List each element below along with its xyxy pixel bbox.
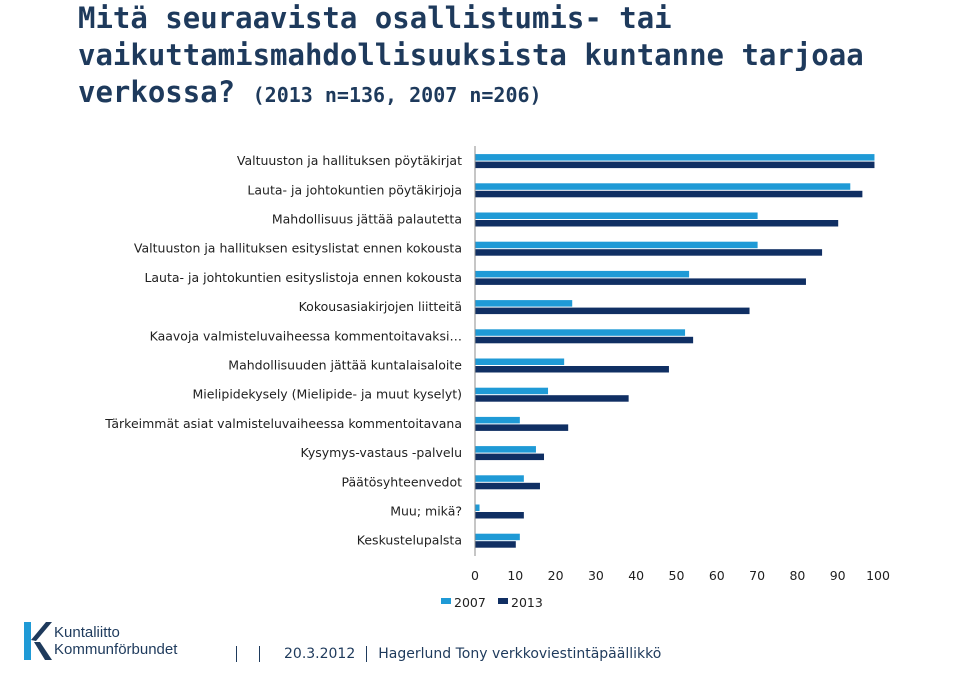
- footer-separator: [236, 646, 237, 662]
- legend-label: 2007: [454, 595, 486, 610]
- category-label: Tärkeimmät asiat valmisteluvaiheessa kommentoitavana: [105, 415, 462, 431]
- category-label: Muu; mikä?: [390, 503, 462, 519]
- x-tick-label: 50: [668, 568, 685, 583]
- legend-swatch-2013: [498, 598, 508, 604]
- category-label: Kokousasiakirjojen liitteitä: [298, 299, 462, 315]
- logo-k-icon: [22, 622, 52, 662]
- bar-2007: [476, 154, 875, 161]
- bar-2007: [476, 446, 536, 453]
- logo-line-1: Kuntaliitto: [54, 624, 120, 641]
- title-sample-size: (2013 n=136, 2007 n=206): [252, 83, 542, 107]
- footer-author: Hagerlund Tony verkkoviestintäpäällikkö: [378, 646, 662, 662]
- bar-2013: [476, 454, 545, 461]
- bar-2013: [476, 483, 540, 490]
- x-tick-label: 40: [628, 568, 645, 583]
- bar-2007: [476, 183, 851, 190]
- bar-2013: [476, 162, 875, 169]
- footer: [236, 644, 661, 664]
- bar-2013: [476, 249, 823, 256]
- category-label: Kysymys-vastaus -palvelu: [300, 445, 462, 461]
- category-label: Valtuuston ja hallituksen esityslistat ennen kokousta: [133, 240, 462, 256]
- category-label: Päätösyhteenvedot: [341, 474, 462, 490]
- footer-separator: [366, 646, 367, 662]
- category-label: Mahdollisuus jättää palautetta: [271, 211, 462, 227]
- x-tick-label: 80: [789, 568, 806, 583]
- x-tick-label: 20: [547, 568, 564, 583]
- bar-2013: [476, 308, 750, 315]
- bar-2007: [476, 388, 549, 395]
- category-label: Lauta- ja johtokuntien pöytäkirjoja: [247, 182, 462, 198]
- bar-2007: [476, 329, 686, 336]
- bar-2013: [476, 512, 524, 519]
- bar-2007: [476, 271, 690, 278]
- x-tick-label: 0: [471, 568, 479, 583]
- logo-line-2: Kommunförbundet: [54, 641, 178, 658]
- category-label: Mielipidekysely (Mielipide- ja muut kyselyt): [192, 386, 462, 402]
- x-tick-label: 60: [708, 568, 725, 583]
- bar-2007: [476, 359, 565, 366]
- category-label: Mahdollisuuden jättää kuntalaisaloite: [228, 357, 462, 373]
- bar-2013: [476, 541, 516, 548]
- category-label: Kaavoja valmisteluvaiheessa kommentoitavaksi…: [149, 328, 462, 344]
- bar-2007: [476, 213, 758, 220]
- bar-2007: [476, 534, 520, 541]
- footer-separator: [259, 646, 260, 662]
- title-main: Mitä seuraavista osallistumis- tai vaikuttamismahdollisuuksista kuntanne tarjoaa verkossa?: [78, 1, 864, 109]
- category-label: Valtuuston ja hallituksen pöytäkirjat: [236, 153, 462, 169]
- bar-2013: [476, 337, 694, 344]
- footer-date: 20.3.2012: [284, 646, 356, 662]
- category-label: Lauta- ja johtokuntien esityslistoja ennen kokousta: [144, 269, 462, 285]
- bar-2013: [476, 220, 839, 227]
- legend-swatch-2007: [441, 598, 451, 604]
- kuntaliitto-logo: [22, 620, 192, 664]
- x-tick-label: 10: [507, 568, 524, 583]
- bar-2013: [476, 424, 569, 431]
- x-tick-label: 100: [866, 568, 890, 583]
- category-label: Keskustelupalsta: [356, 532, 462, 548]
- bar-2007: [476, 300, 573, 307]
- bar-2007: [476, 505, 480, 512]
- bar-2007: [476, 242, 758, 249]
- bar-2013: [476, 395, 629, 402]
- bar-2013: [476, 278, 806, 285]
- x-tick-label: 30: [587, 568, 604, 583]
- bar-2013: [476, 191, 863, 198]
- bar-2007: [476, 417, 520, 424]
- x-tick-label: 90: [829, 568, 846, 583]
- x-tick-label: 70: [749, 568, 766, 583]
- bar-2013: [476, 366, 669, 373]
- bar-2007: [476, 475, 524, 482]
- legend-label: 2013: [511, 595, 543, 610]
